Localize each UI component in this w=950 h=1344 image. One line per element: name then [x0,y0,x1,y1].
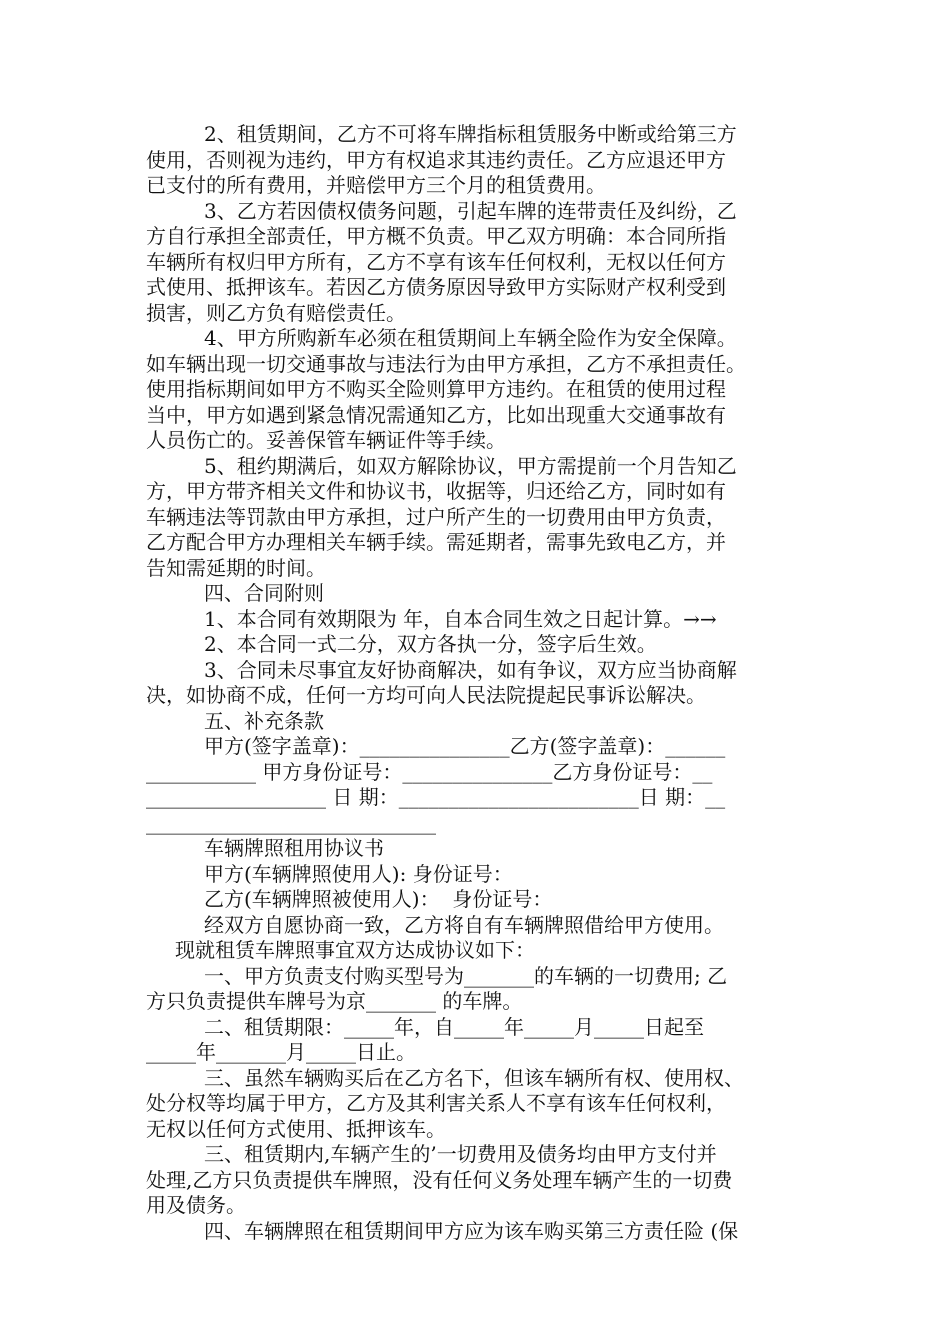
text-line: 如车辆出现一切交通事故与违法行为由甲方承担，乙方不承担责任。 [146,351,746,376]
text-line: 损害，则乙方负有赔偿责任。 [146,300,406,325]
text-line: 已支付的所有费用，并赔偿甲方三个月的租赁费用。 [146,173,606,197]
text-line: 乙方配合甲方办理相关车辆手续。需延期者，需事先致电乙方，并 [146,530,726,554]
text-line: 现就租赁车牌照事宜双方达成协议如下： [175,938,535,962]
text-line: 车辆所有权归甲方所有，乙方不享有该车任何权利，无权以任何方 [146,249,726,274]
text-line: 车辆牌照租用协议书 [204,836,384,860]
text-line: 方，甲方带齐相关文件和协议书，收据等，归还给乙方，同时如有 [146,479,726,503]
text-line: 一、甲方负责支付购买型号为_______的车辆的一切费用; 乙 [204,963,728,988]
text-line: 三、虽然车辆购买后在乙方名下，但该车辆所有权、使用权、 [204,1065,744,1090]
text-line: 二、租赁期限：_____年，自_____年_____月_____日起至 [204,1014,704,1039]
text-line: 使用指标期间如甲方不购买全险则算甲方违约。在租赁的使用过程 [146,377,726,401]
text-line: 三、租赁期内,车辆产生的’一切费用及债务均由甲方支付并 [204,1142,717,1166]
text-line: 当中，甲方如遇到紧急情况需通知乙方，比如出现重大交通事故有 [146,402,726,427]
text-line: 2、租赁期间，乙方不可将车牌指标租赁服务中断或给第三方 [204,122,737,146]
text-line: 式使用、抵押该车。若因乙方债务原因导致甲方实际财产权利受到 [146,275,726,299]
text-line: 告知需延期的时间。 [146,555,326,580]
text-line: 4、甲方所购新车必须在租赁期间上车辆全险作为安全保障。 [204,326,737,350]
text-line: 甲方(签字盖章)：_______________乙方(签字盖章)：______ [204,734,726,758]
text-line: 处分权等均属于甲方，乙方及其利害关系人不享有该车任何权利， [146,1091,726,1115]
document-page [146,122,806,1244]
text-line: 方只负责提供车牌号为京_______ 的车牌。 [146,989,523,1013]
text-line: 处理,乙方只负责提供车牌照，没有任何义务处理车辆产生的一切费 [146,1167,733,1192]
text-line: 5、租约期满后，如双方解除协议，甲方需提前一个月告知乙 [204,453,737,478]
text-line: __________________ 日 期：________________________日 期：__ [146,785,726,809]
text-line: 甲方(车辆牌照使用人): 身份证号： [204,861,513,886]
text-line: _____________________________ [146,810,436,835]
text-line: 无权以任何方式使用、抵押该车。 [146,1116,446,1141]
text-line: 车辆违法等罚款由甲方承担，过户所产生的一切费用由甲方负责， [146,504,726,529]
text-line: 五、补充条款 [204,708,324,733]
text-line: 2、本合同一式二分，双方各执一分，签字后生效。 [204,632,657,656]
text-line: _____年_______月_____日止。 [146,1040,416,1064]
text-line: 四、车辆牌照在租赁期间甲方应为该车购买第三方责任险 (保 [204,1218,739,1243]
text-line: 方自行承担全部责任，甲方概不负责。甲乙双方明确：本合同所指 [146,224,726,248]
text-line: 乙方(车辆牌照被使用人)： 身份证号： [204,887,553,911]
text-line: 3、合同未尽事宜友好协商解决，如有争议，双方应当协商解 [204,657,737,682]
text-line: 1、本合同有效期限为 年，自本合同生效之日起计算。→→ [204,606,717,631]
text-line: ___________ 甲方身份证号：_______________乙方身份证号：__ [146,759,713,784]
text-line: 经双方自愿协商一致，乙方将自有车辆牌照借给甲方使用。 [204,912,724,937]
text-line: 四、合同附则 [204,581,324,605]
text-line: 用及债务。 [146,1193,246,1217]
text-line: 决，如协商不成，任何一方均可向人民法院提起民事诉讼解决。 [146,683,706,707]
text-line: 人员伤亡的。妥善保管车辆证件等手续。 [146,428,506,452]
text-line: 3、乙方若因债权债务问题，引起车牌的连带责任及纠纷，乙 [204,198,737,223]
text-line: 使用，否则视为违约，甲方有权追求其违约责任。乙方应退还甲方 [146,147,726,172]
